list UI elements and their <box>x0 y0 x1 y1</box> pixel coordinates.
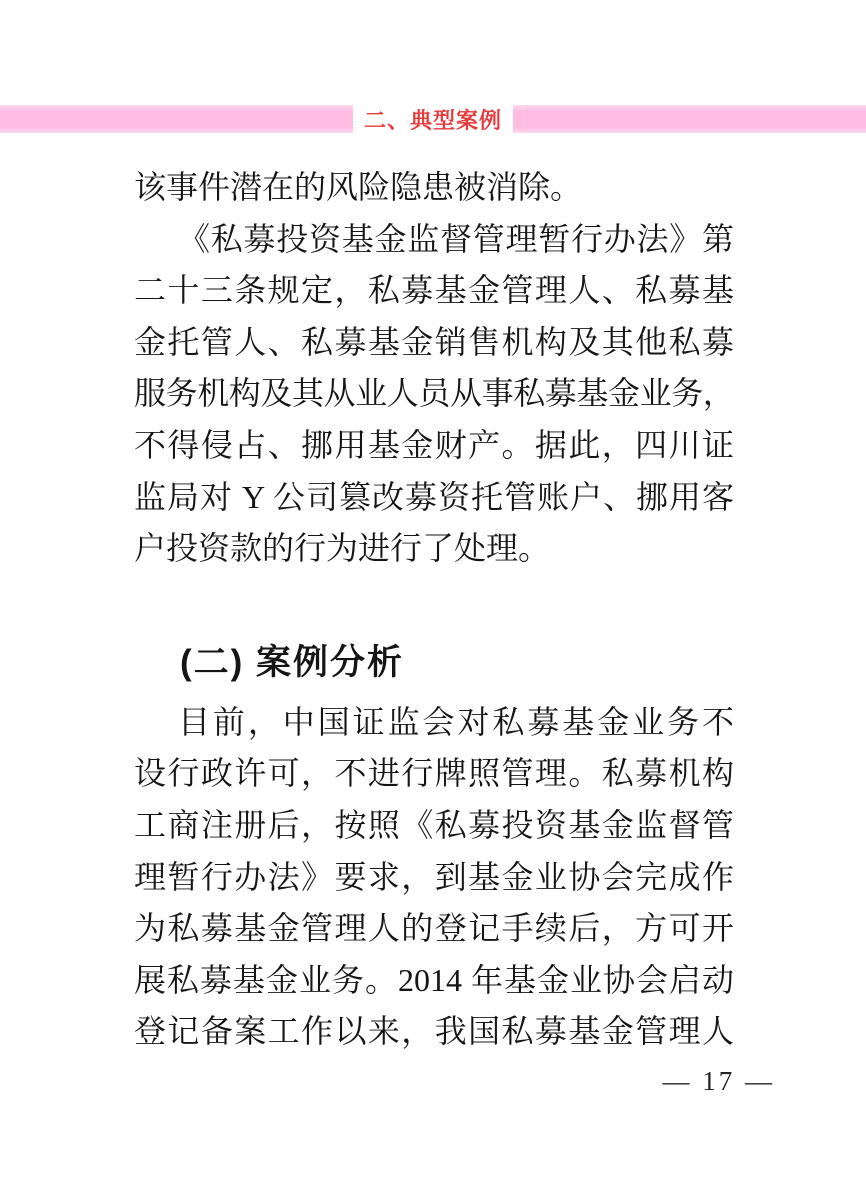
chapter-title: 二、典型案例 <box>364 107 503 133</box>
text-line: 二十三条规定，私募基金管理人、私募基 <box>134 272 734 309</box>
text-line: 该事件潜在的风险隐患被消除。 <box>134 169 583 205</box>
text-line: 设行政许可，不进行牌照管理。私募机构 <box>134 755 734 792</box>
text-line: 为私募基金管理人的登记手续后，方可开 <box>134 910 734 947</box>
text-line: 金托管人、私募基金销售机构及其他私募 <box>134 323 734 360</box>
page-body-text <box>134 162 734 1058</box>
text-line: 工商注册后，按照《私募投资基金监督管 <box>134 806 734 843</box>
page-number: — 17 — <box>662 1066 775 1096</box>
text-line: 服务机构及其从业人员从事私募基金业务， <box>134 375 734 412</box>
text-line: 登记备案工作以来，我国私募基金管理人 <box>134 1013 734 1050</box>
paragraph-continued <box>134 162 734 214</box>
text-line: 理暂行办法》要求，到基金业协会完成作 <box>134 858 734 895</box>
paragraph-case-analysis <box>134 697 734 1058</box>
text-line: 展私募基金业务。2014 年基金业协会启动 <box>134 961 734 998</box>
header-band-right <box>513 105 866 133</box>
text-line: 《私募投资基金监督管理暂行办法》第 <box>178 220 734 257</box>
section-heading: (二) 案例分析 <box>180 642 405 682</box>
chapter-header-band <box>0 105 866 133</box>
text-line: 户投资款的行为进行了处理。 <box>134 530 551 567</box>
text-line: 目前，中国证监会对私募基金业务不 <box>178 703 734 740</box>
text-line: 不得侵占、挪用基金财产。据此，四川证 <box>134 426 734 463</box>
text-line: 监局对 Y 公司篡改募资托管账户、挪用客 <box>134 478 734 515</box>
header-band-left <box>0 105 353 133</box>
paragraph-law-citation <box>134 214 734 575</box>
